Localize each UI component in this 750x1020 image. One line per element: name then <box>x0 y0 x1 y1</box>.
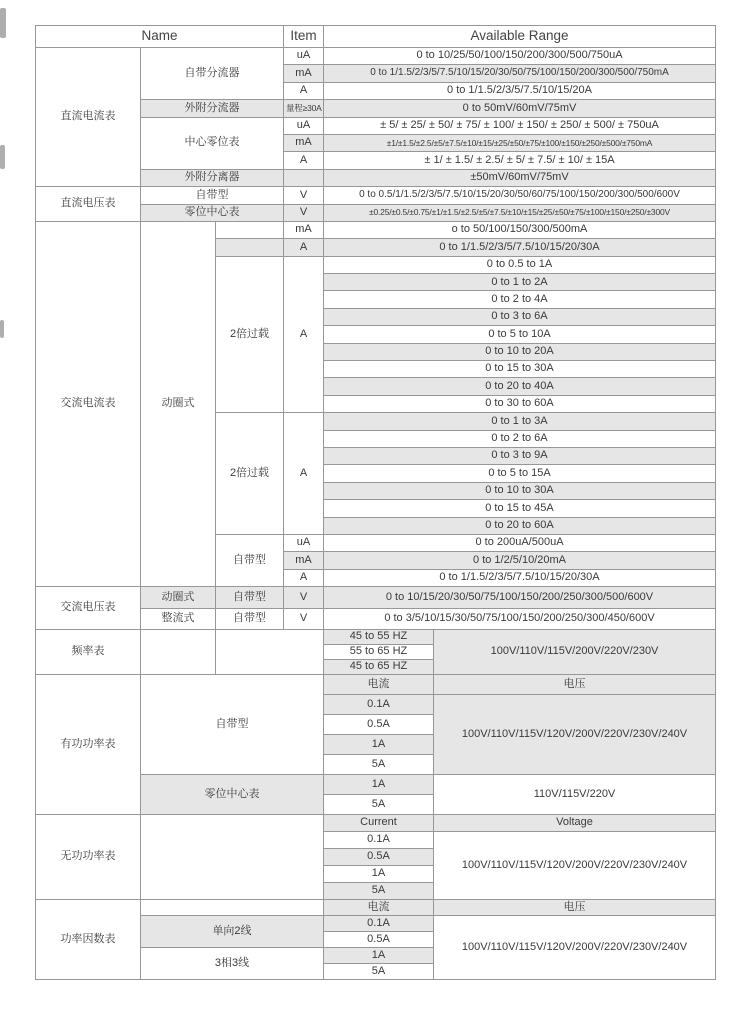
range-cell: 0 to 2 to 4A <box>324 291 716 308</box>
meter-name-cell: 直流电流表 <box>36 48 141 187</box>
item-unit-cell: uA <box>284 117 324 134</box>
spec-table <box>35 25 716 980</box>
range-cell: o to 50/100/150/300/500mA <box>324 221 716 238</box>
current-value-cell: 0.1A <box>324 695 434 715</box>
meter-name-cell: 有功功率表 <box>36 675 141 815</box>
item-unit-cell: mA <box>284 552 324 569</box>
item-unit-cell: mA <box>284 221 324 238</box>
range-cell: 0 to 0.5 to 1A <box>324 256 716 273</box>
subtype-cell: 自带型 <box>216 534 284 586</box>
current-value-cell: 1A <box>324 948 434 964</box>
current-value-cell: 0.1A <box>324 832 434 849</box>
header-available-range: Available Range <box>324 26 716 48</box>
subtype-cell: 2倍过载 <box>216 256 284 413</box>
range-cell: ± 5/ ± 25/ ± 50/ ± 75/ ± 100/ ± 150/ ± 250/ ± 500/ ± 750uA <box>324 117 716 134</box>
empty-cell <box>141 815 324 900</box>
item-unit-cell: 量程≥30A <box>284 100 324 117</box>
subtype-cell: 外附分离器 <box>141 169 284 186</box>
subtype-cell: 整流式 <box>141 608 216 630</box>
range-cell: 0 to 15 to 45A <box>324 500 716 517</box>
range-cell: 0 to 20 to 40A <box>324 378 716 395</box>
range-cell: 0 to 10/25/50/100/150/200/300/500/750uA <box>324 48 716 65</box>
meter-name-cell: 交流电流表 <box>36 221 141 586</box>
voltage-value-cell: 100V/110V/115V/200V/220V/230V <box>434 630 716 675</box>
meter-name-cell: 直流电压表 <box>36 187 141 222</box>
meter-name-cell: 功率因数表 <box>36 900 141 980</box>
item-unit-cell: A <box>284 413 324 535</box>
empty-cell <box>141 900 324 916</box>
range-cell: 0 to 2 to 6A <box>324 430 716 447</box>
range-cell: 0 to 1/1.5/2/3/5/7.5/10/15/20/30A <box>324 239 716 256</box>
item-unit-cell: uA <box>284 534 324 551</box>
current-value-cell: 0.1A <box>324 916 434 932</box>
subtype-cell: 单向2线 <box>141 916 324 948</box>
current-value-cell: 5A <box>324 795 434 815</box>
voltage-value-cell: 100V/110V/115V/120V/200V/220V/230V/240V <box>434 832 716 900</box>
subtype-cell: 自带型 <box>216 608 284 630</box>
item-unit-cell: A <box>284 569 324 586</box>
current-value-cell: 0.5A <box>324 715 434 735</box>
scan-artifact <box>0 8 6 38</box>
range-cell: 0 to 50mV/60mV/75mV <box>324 100 716 117</box>
empty-cell <box>216 221 284 238</box>
range-cell: 0 to 30 to 60A <box>324 395 716 412</box>
range-cell: 0 to 200uA/500uA <box>324 534 716 551</box>
hz-range-cell: 45 to 55 HZ <box>324 630 434 645</box>
scan-artifact <box>0 320 4 338</box>
item-unit-cell: V <box>284 187 324 204</box>
range-cell: 0 to 0.5/1/1.5/2/3/5/7.5/10/15/20/30/50/60/75/100/150/200/300/500/600V <box>324 187 716 204</box>
range-cell: 0 to 10/15/20/30/50/75/100/150/200/250/300/500/600V <box>324 587 716 609</box>
empty-cell <box>216 630 324 675</box>
subtype-cell: 中心零位表 <box>141 117 284 169</box>
range-cell: 0 to 3 to 9A <box>324 447 716 464</box>
item-unit-cell: A <box>284 239 324 256</box>
subtype-cell: 自带型 <box>141 187 284 204</box>
subtype-cell: 3相3线 <box>141 948 324 980</box>
range-cell: ± 1/ ± 1.5/ ± 2.5/ ± 5/ ± 7.5/ ± 10/ ± 15A <box>324 152 716 169</box>
current-header-cell: 电流 <box>324 675 434 695</box>
range-cell: 0 to 15 to 30A <box>324 361 716 378</box>
range-cell: 0 to 1/2/5/10/20mA <box>324 552 716 569</box>
range-cell: 0 to 10 to 20A <box>324 343 716 360</box>
voltage-header-cell: 电压 <box>434 900 716 916</box>
hz-range-cell: 45 to 65 HZ <box>324 660 434 675</box>
range-cell: 0 to 1/1.5/2/3/5/7.5/10/15/20/30/50/75/100/150/200/300/500/750mA <box>324 65 716 82</box>
subtype-cell: 2倍过载 <box>216 413 284 535</box>
range-cell: 0 to 20 to 60A <box>324 517 716 534</box>
voltage-value-cell: 110V/115V/220V <box>434 775 716 815</box>
current-value-cell: 1A <box>324 735 434 755</box>
item-unit-cell: V <box>284 204 324 221</box>
range-cell: 0 to 3/5/10/15/30/50/75/100/150/200/250/300/450/600V <box>324 608 716 630</box>
current-value-cell: 5A <box>324 964 434 980</box>
range-cell: ±1/±1.5/±2.5/±5/±7.5/±10/±15/±25/±50/±75/±100/±150/±250/±500/±750mA <box>324 134 716 151</box>
item-unit-cell: mA <box>284 65 324 82</box>
range-cell: 0 to 1 to 3A <box>324 413 716 430</box>
item-unit-cell: V <box>284 587 324 609</box>
header-name: Name <box>36 26 284 48</box>
current-header-cell: 电流 <box>324 900 434 916</box>
voltage-value-cell: 100V/110V/115V/120V/200V/220V/230V/240V <box>434 916 716 980</box>
subtype-cell: 零位中心表 <box>141 775 324 815</box>
range-cell: 0 to 5 to 10A <box>324 326 716 343</box>
current-value-cell: 0.5A <box>324 849 434 866</box>
subtype-cell: 自带分流器 <box>141 48 284 100</box>
current-value-cell: 5A <box>324 883 434 900</box>
voltage-header-cell: Voltage <box>434 815 716 832</box>
item-unit-cell: mA <box>284 134 324 151</box>
subtype-cell: 自带型 <box>216 587 284 609</box>
subtype-cell: 零位中心表 <box>141 204 284 221</box>
voltage-header-cell: 电压 <box>434 675 716 695</box>
empty-cell <box>284 169 324 186</box>
subtype-cell: 动圈式 <box>141 221 216 586</box>
current-value-cell: 5A <box>324 755 434 775</box>
item-unit-cell: A <box>284 152 324 169</box>
range-cell: 0 to 1/1.5/2/3/5/7.5/10/15/20/30A <box>324 569 716 586</box>
meter-name-cell: 频率表 <box>36 630 141 675</box>
range-cell: ±50mV/60mV/75mV <box>324 169 716 186</box>
meter-name-cell: 交流电压表 <box>36 587 141 630</box>
meter-name-cell: 无功功率表 <box>36 815 141 900</box>
item-unit-cell: A <box>284 256 324 413</box>
current-header-cell: Current <box>324 815 434 832</box>
range-cell: 0 to 5 to 15A <box>324 465 716 482</box>
empty-cell <box>216 239 284 256</box>
range-cell: 0 to 10 to 30A <box>324 482 716 499</box>
subtype-cell: 自带型 <box>141 675 324 775</box>
header-item: Item <box>284 26 324 48</box>
empty-cell <box>141 630 216 675</box>
voltage-value-cell: 100V/110V/115V/120V/200V/220V/230V/240V <box>434 695 716 775</box>
range-cell: 0 to 3 to 6A <box>324 308 716 325</box>
hz-range-cell: 55 to 65 HZ <box>324 645 434 660</box>
subtype-cell: 动圈式 <box>141 587 216 609</box>
item-unit-cell: V <box>284 608 324 630</box>
scan-artifact <box>0 145 5 169</box>
item-unit-cell: uA <box>284 48 324 65</box>
range-cell: 0 to 1/1.5/2/3/5/7.5/10/15/20A <box>324 82 716 99</box>
current-value-cell: 0.5A <box>324 932 434 948</box>
current-value-cell: 1A <box>324 775 434 795</box>
current-value-cell: 1A <box>324 866 434 883</box>
subtype-cell: 外附分流器 <box>141 100 284 117</box>
range-cell: 0 to 1 to 2A <box>324 274 716 291</box>
range-cell: ±0.25/±0.5/±0.75/±1/±1.5/±2.5/±5/±7.5/±10/±15/±25/±50/±75/±100/±150/±250/±300V <box>324 204 716 221</box>
item-unit-cell: A <box>284 82 324 99</box>
